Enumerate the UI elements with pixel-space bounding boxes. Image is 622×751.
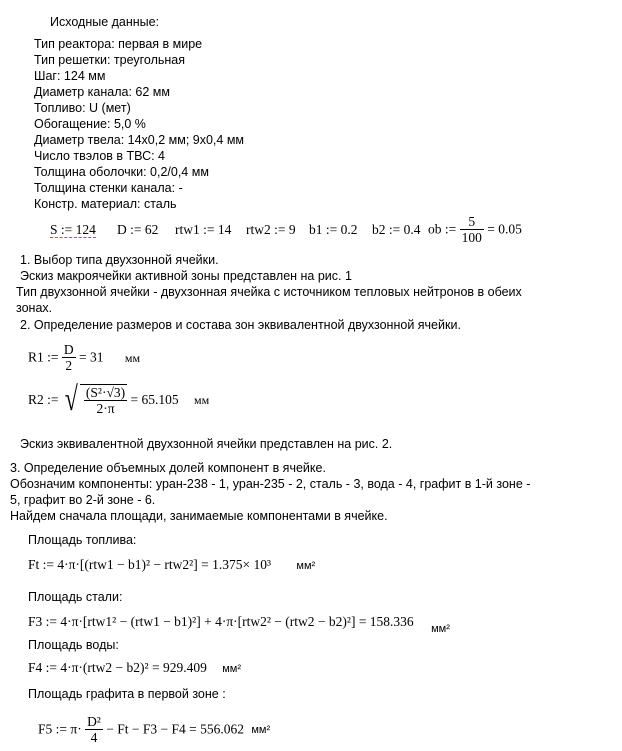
sqrt-radical-icon: √ [64,381,78,418]
r2-unit: мм [194,393,210,407]
water-area-label: Площадь воды: [28,638,119,652]
param-fuel: Топливо: U (мет) [34,101,131,115]
r1-unit: мм [124,350,141,365]
param-rods-per-assembly: Число твэлов в ТВС: 4 [34,149,165,163]
var-b1[interactable]: b1 := 0.2 [309,222,358,237]
f5-numerator: D² [87,714,101,729]
var-ob-result: = 0.05 [487,221,522,237]
f4-formula-text: F4 := 4·π·(rtw2 − b2)² = 929.409 [28,660,207,675]
r2-fraction [84,385,127,416]
var-ob-denominator: 100 [461,230,482,245]
f3-unit: мм² [431,623,450,635]
var-rtw2[interactable]: rtw2 := 9 [246,222,296,237]
section3-heading: 3. Определение объемных долей компонент в ячейке. [10,461,326,475]
r1-formula[interactable] [28,342,140,373]
ft-formula[interactable] [28,557,315,574]
r2-denominator: 2·π [84,400,127,416]
r1-numerator: D [63,342,74,357]
fuel-area-label: Площадь топлива: [28,533,137,547]
param-channel-diameter: Диаметр канала: 62 мм [34,85,170,99]
r2-formula[interactable] [28,382,209,418]
section2-sketch-note: Эскиз эквивалентной двухзонной ячейки представлен на рис. 2. [20,437,393,451]
section3-line2: 5, графит во 2-й зоне - 6. [10,493,156,507]
ft-unit: мм² [296,560,316,572]
param-structural-material: Констр. материал: сталь [34,197,177,211]
r2-result: = 65.105 [130,392,179,407]
r2-radicand [80,384,127,416]
r1-denominator: 2 [62,357,76,373]
var-s-text: S := 124 [50,222,96,237]
f5-lhs: F5 := π· [38,721,82,737]
param-channel-wall-thickness: Толщина стенки канала: - [34,181,183,195]
param-cladding-thickness: Толщина оболочки: 0,2/0,4 мм [34,165,209,179]
section1-line2: Тип двухзонной ячейки - двухзонная ячейка с источником тепловых нейтронов в обеих [16,285,522,299]
section1-line3: зонах. [16,301,53,315]
f5-denominator: 4 [85,729,103,745]
r1-fraction [62,342,76,373]
var-ob-fraction [460,214,484,245]
param-reactor-type: Тип реактора: первая в мире [34,37,203,51]
f5-fraction [85,714,103,745]
section3-line1: Обозначим компоненты: уран-238 - 1, уран-235 - 2, сталь - 3, вода - 4, графит в 1-й зоне - [10,477,531,491]
param-lattice-type: Тип решетки: треугольная [34,53,186,67]
ft-formula-text: Ft := 4·π·[(rtw1 − b1)² − rtw2²] = 1.375× 10³ [28,557,271,572]
var-ob-numerator: 5 [468,214,476,229]
graphite-area-label: Площадь графита в первой зоне : [28,687,226,701]
r1-result: = 31 [79,349,104,365]
var-ob-lhs: ob := [428,221,457,237]
section1-heading: 1. Выбор типа двухзонной ячейки. [20,253,219,267]
f5-rest: − Ft − F3 − F4 = 556.062 [106,721,244,737]
f5-unit: мм² [251,723,271,736]
r2-numerator: (S²·√3) [85,385,126,400]
param-enrichment: Обогащение: 5,0 % [34,117,146,131]
title: Исходные данные: [50,15,160,29]
section3-line3: Найдем сначала площади, занимаемые компонентами в ячейке. [10,509,388,523]
section2-heading: 2. Определение размеров и состава зон эквивалентной двухзонной ячейки. [20,318,461,332]
var-rtw1[interactable]: rtw1 := 14 [175,222,232,237]
var-d[interactable]: D := 62 [117,222,159,237]
f3-formula[interactable] [28,614,450,635]
param-fuel-rod-diameter: Диаметр твела: 14x0,2 мм; 9x0,4 мм [34,133,245,147]
section1-line1: Эскиз макроячейки активной зоны представлен на рис. 1 [20,269,352,283]
var-b2[interactable]: b2 := 0.4 [372,222,421,237]
f4-formula[interactable] [28,660,241,677]
param-pitch: Шаг: 124 мм [34,69,106,83]
f3-formula-text: F3 := 4·π·[rtw1² − (rtw1 − b1)²] + 4·π·[rtw2² − (rtw2 − b2)²] = 158.336 [28,614,414,629]
r1-lhs: R1 := [28,349,59,365]
f4-unit: мм² [222,663,241,675]
r2-lhs: R2 := [28,392,59,407]
var-ob[interactable] [428,214,522,245]
f5-formula[interactable] [38,714,270,745]
var-s[interactable] [50,222,96,238]
steel-area-label: Площадь стали: [28,590,123,604]
